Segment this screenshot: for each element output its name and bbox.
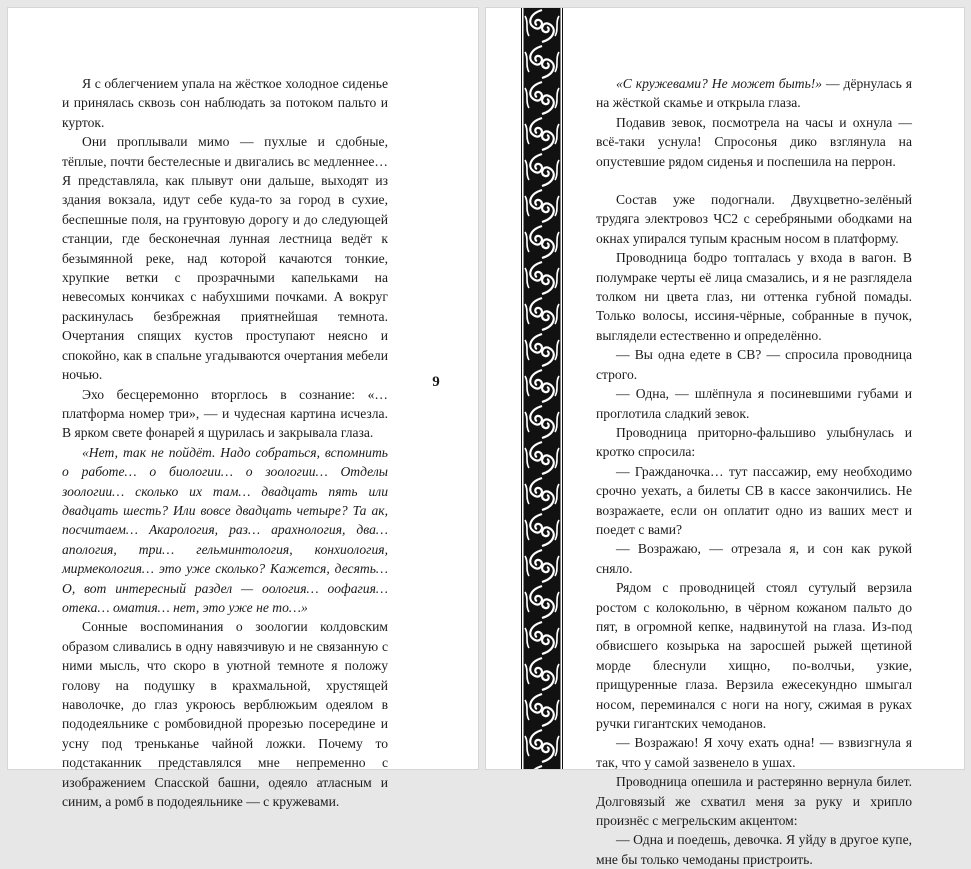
ornamental-border-icon <box>521 8 563 769</box>
dialogue-line: — Возражаю, — отрезала я, и сон как рукой сняло. <box>596 541 912 576</box>
right-page-text <box>596 74 912 869</box>
dialogue-line: — Одна, — шлёпнула я посиневшими губами и проглотила сладкий зевок. <box>596 386 912 421</box>
paragraph: Эхо бесцеремонно вторглось в сознание: «…платформа номер три», — и чудесная картина исчезла. В ярком свете фонарей я щурилась и закрывала глаза. <box>62 386 388 441</box>
paragraph: Рядом с проводницей стоял сутулый верзила ростом с колокольню, в чёрном кожаном пальто до пят, в огромной кепке, надвинутой на глаза. Из-под обвисшего козырька на заросшей рыжей щетиной морде блеснули хищно, по-волчьи, узкие, прищуренные глаза. Верзила ежесекундно шмыгал носом, переминался с ноги на ногу, сжимая в руках ручки гигантских чемоданов. <box>596 580 912 731</box>
paragraph: Состав уже подогнали. Двухцветно-зелёный трудяга электровоз ЧС2 с серебряными ободками на окнах упирался тупым красным носом в платформу. <box>596 192 912 246</box>
italic-thoughts: «Нет, так не пойдёт. Надо собраться, вспомнить о работе… о биологии… о зоологии… Отделы зоологии… сколько их там… двадцать пять или двадцать шесть? Или вовсе двадцать четыре? Та ак, посчитаем… Акарология, раз… арахнология, два… апология, три… гельминтология, конхиология, мирмекология… это уже сколько? Кажется, десять… О, вот интересный раздел — оология… оофагия… отека… оматия… нет, это уже не то…» <box>62 444 388 615</box>
dialogue-line: — Вы одна едете в СВ? — спросила проводница строго. <box>596 347 912 382</box>
paragraph: Проводница бодро топталась у входа в вагон. В полумраке черты её лица смазались, и я не разглядела толком ни цвета глаз, ни оттенка губной помады. Только волосы, иссиня-чёрные, собранные в пучок, выглядели естественно и определённо. <box>596 250 912 343</box>
paragraph: Подавив зевок, посмотрела на часы и охнула — всё-таки уснула! Спросонья дико взглянула на опустевшие рядом сиденья и поспешила на перрон. <box>596 114 912 169</box>
paragraph: Они проплывали мимо — пухлые и сдобные, тёплые, почти бестелесные и двигались вс медленнее… Я представляла, как плывут они дальше, выходят из здания вокзала, идут себе куда-то за город в сухие, беспешные поля, на грунтовую дорогу и до следующей станции, где бесконечная лунная лестница ведёт к безымянной реке, над которой качаются тонкие, хрупкие ветки с прозрачными капельками на невесомых кончиках с набухшими почками. А вокруг раскинулась безбрежная приятнейшая темнота. Очертания спящих кустов проступают неясно и спокойно, как в спальне угадываются очертания мебели ночью. <box>62 134 388 383</box>
dialogue-line: — Одна и поедешь, девочка. Я уйду в другое купе, мне бы только чемоданы пристроить. <box>596 832 912 867</box>
intro-rest: — дёрнулась я на жёсткой скамье и открыла глаза. <box>596 76 912 111</box>
left-page-text <box>62 74 388 811</box>
paragraph: Сонные воспоминания о зоологии колдовским образом сливались в одну навязчивую и не связанную с ними мысль, что скоро в уютной темноте я положу голову на подушку в крахмальной, хрустящей наволочке, до глаз укроюсь верблюжьим одеялом в пододеяльнике с ромбовидной прорезью посередине и усну под треньканье чайной ложки. Почему то подстаканник представлялся мне непременно с изображением Спасской башни, одеяло атласным и синим, а ромб в пододеяльнике — с кружевами. <box>62 619 388 810</box>
paragraph: Проводница опешила и растерянно вернула билет. Долговязый же схватил меня за руку и хрипло произнёс с мегрельским акцентом: <box>596 774 912 829</box>
page-number: 9 <box>432 374 440 390</box>
dialogue-line: — Гражданочка… тут пассажир, ему необходимо срочно уехать, а билеты СВ в кассе закончились. Не возражаете, если он оплатит одно из ваших мест и поедет с вами? <box>596 463 912 537</box>
paragraph-intro <box>596 74 912 113</box>
intro-quote: «С кружевами? Не может быть!» <box>616 76 823 91</box>
paragraph-italic-thoughts <box>62 443 388 618</box>
left-page <box>8 8 478 810</box>
right-page <box>486 8 964 867</box>
dialogue-line: — Возражаю! Я хочу ехать одна! — взвизгнула я так, что у самой зазвенело в ушах. <box>596 735 912 770</box>
paragraph: Проводница приторно-фальшиво улыбнулась и кротко спросила: <box>596 424 912 460</box>
paragraph: Я с облегчением упала на жёсткое холодное сиденье и принялась сквозь сон наблюдать за потоком пальто и курток. <box>62 76 388 130</box>
